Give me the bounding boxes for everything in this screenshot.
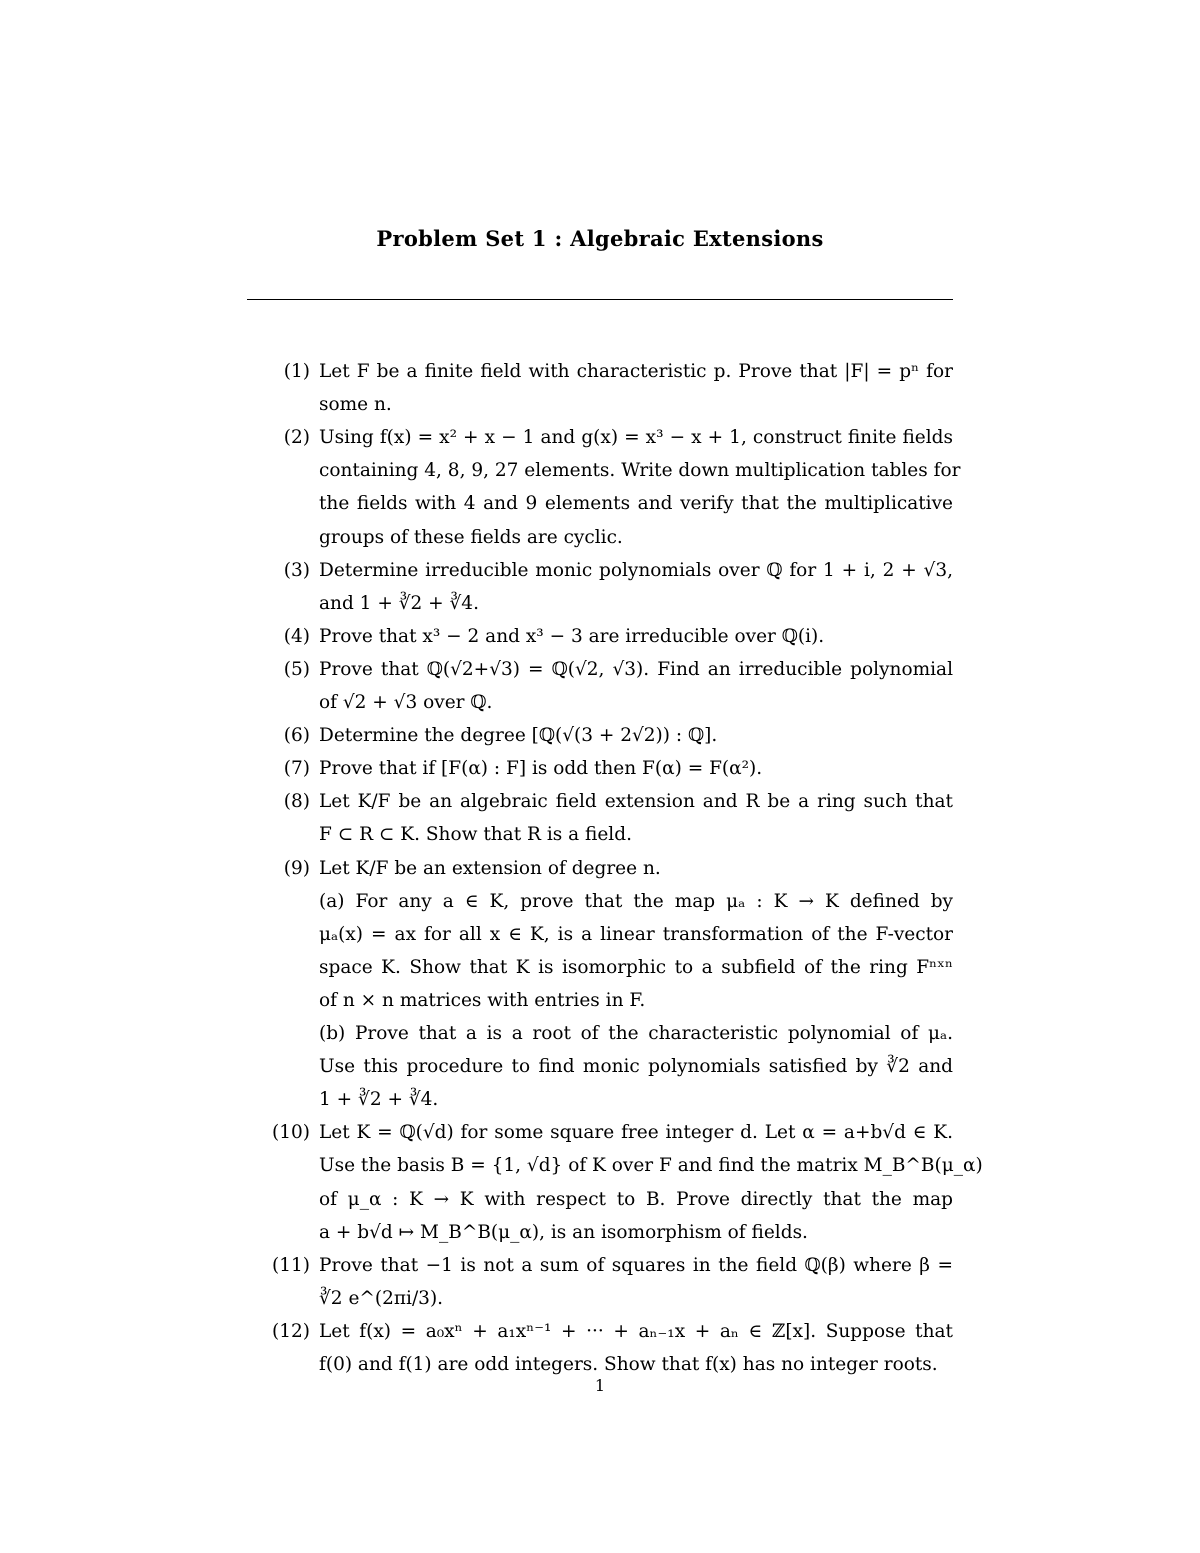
problem-text-line: f(0) and f(1) are odd integers. Show that f(x) has no integer roots. [319,1354,938,1375]
problem-text-line: Prove that x³ − 2 and x³ − 3 are irreducible over ℚ(i). [319,625,825,647]
problem-number: (1) [283,361,310,382]
problem-text-line: (a) For any a ∈ K, prove that the map μₐ : K → K defined by [319,890,953,912]
problem-text-line: 1 + ∛2 + ∛4. [319,1089,439,1111]
problem-text-line: Use this procedure to find monic polynomials satisfied by ∛2 and [319,1056,953,1078]
problem-text-line: Using f(x) = x² + x − 1 and g(x) = x³ − x + 1, construct finite fields [319,427,953,449]
problem-text-line: of μ_α : K → K with respect to B. Prove directly that the map [319,1188,953,1210]
problem-text-line: Let K/F be an algebraic field extension and R be a ring such that [319,791,953,813]
problem-text-line: of √2 + √3 over ℚ. [319,692,493,713]
problem-text-line: ∛2 e^(2πi/3). [319,1287,444,1309]
problem-text-line: Let K/F be an extension of degree n. [319,857,661,879]
problem-text-line: Prove that ℚ(√2+√3) = ℚ(√2, √3). Find an irreducible polynomial [319,658,953,680]
problem-number: (9) [283,857,310,879]
problem-number: (10) [272,1122,310,1144]
problem-text-line: and 1 + ∛2 + ∛4. [319,592,479,614]
problem-number: (6) [283,725,310,747]
problem-text-line: Let f(x) = a₀xⁿ + a₁xⁿ⁻¹ + ··· + aₙ₋₁x + aₙ ∈ ℤ[x]. Suppose that [319,1320,953,1342]
problem-text-line: Prove that if [F(α) : F] is odd then F(α) = F(α²). [319,758,763,780]
problem-number: (7) [283,758,310,780]
problem-number: (3) [283,559,310,581]
problem-text-line: a + b√d ↦ M_B^B(μ_α), is an isomorphism of fields. [319,1221,808,1243]
problem-text-line: (b) Prove that a is a root of the characteristic polynomial of μₐ. [319,1023,953,1044]
problem-text-line: Determine the degree [ℚ(√(3 + 2√2)) : ℚ]. [319,725,718,747]
problem-text-line: F ⊂ R ⊂ K. Show that R is a field. [319,824,632,846]
title-rule [247,299,953,300]
problem-number: (12) [272,1320,310,1342]
problem-text-line: Determine irreducible monic polynomials over ℚ for 1 + i, 2 + √3, [319,559,953,581]
problem-text-line: Let K = ℚ(√d) for some square free integer d. Let α = a+b√d ∈ K. [319,1122,953,1144]
page-title: Problem Set 1 : Algebraic Extensions [376,226,824,251]
problem-text-line: Prove that −1 is not a sum of squares in the field ℚ(β) where β = [319,1254,953,1276]
problem-number: (11) [272,1254,310,1276]
problem-text-line: Use the basis B = {1, √d} of K over F and find the matrix M_B^B(μ_α) [319,1155,983,1177]
problem-number: (4) [283,625,310,647]
problem-text-line: some n. [319,394,392,416]
problem-number: (5) [283,658,310,680]
problem-text-line: Let F be a finite field with characteristic p. Prove that |F| = pⁿ for [319,361,953,382]
problem-text-line: space K. Show that K is isomorphic to a subfield of the ring Fⁿˣⁿ [319,956,953,978]
problem-text-line: containing 4, 8, 9, 27 elements. Write down multiplication tables for [319,460,961,482]
problem-number: (2) [283,427,310,449]
problem-text-line: groups of these fields are cyclic. [319,526,623,548]
problem-text-line: μₐ(x) = ax for all x ∈ K, is a linear transformation of the F-vector [319,923,953,945]
page-number: 1 [594,1376,606,1395]
problem-text-line: of n × n matrices with entries in F. [319,989,646,1011]
problem-number: (8) [283,791,310,813]
problem-text-line: the fields with 4 and 9 elements and verify that the multiplicative [319,493,953,515]
